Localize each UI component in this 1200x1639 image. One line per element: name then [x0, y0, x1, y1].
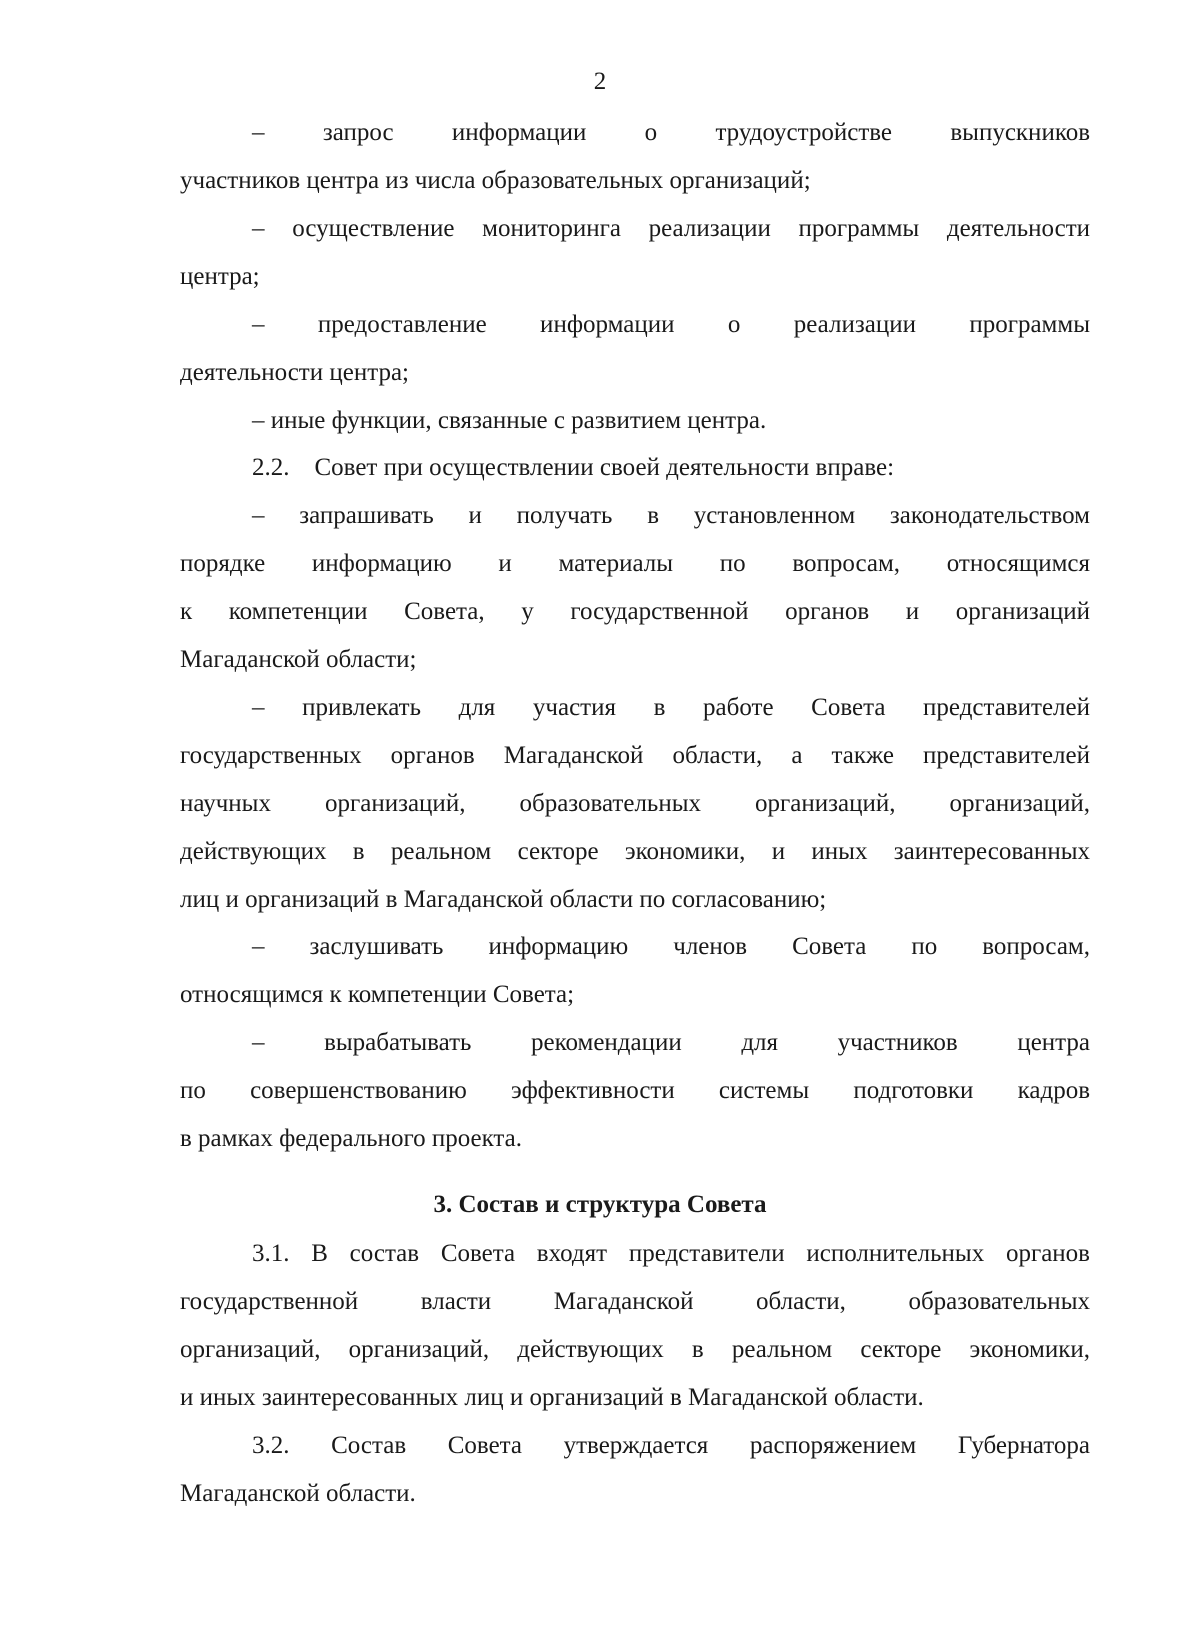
text-line: 3.1. В состав Совета входят представители исполнительных органов: [252, 1240, 1090, 1267]
text-line: Магаданской области.: [180, 1480, 416, 1507]
text-line: – иные функции, связанные с развитием центра.: [252, 407, 767, 434]
text-line: участников центра из числа образовательных организаций;: [180, 167, 811, 194]
text-line: – предоставление информации о реализации программы: [252, 311, 1090, 338]
text-line: – запрос информации о трудоустройстве выпускников: [252, 119, 1090, 146]
text-line: – запрашивать и получать в установленном законодательством: [252, 502, 1090, 529]
text-line: относящимся к компетенции Совета;: [180, 981, 575, 1008]
text-line: лиц и организаций в Магаданской области по согласованию;: [180, 886, 827, 913]
page-number: 2: [593, 68, 607, 95]
text-line: Магаданской области;: [180, 646, 417, 673]
text-line: государственных органов Магаданской области, а также представителей: [180, 742, 1090, 769]
text-line: – заслушивать информацию членов Совета по вопросам,: [252, 933, 1090, 960]
text-line: – привлекать для участия в работе Совета представителей: [252, 694, 1090, 721]
text-line: – осуществление мониторинга реализации программы деятельности: [252, 215, 1090, 242]
text-line: и иных заинтересованных лиц и организаций в Магаданской области.: [180, 1384, 924, 1411]
text-line: действующих в реальном секторе экономики, и иных заинтересованных: [180, 838, 1090, 865]
text-line: организаций, организаций, действующих в реальном секторе экономики,: [180, 1336, 1090, 1363]
text-line: 3.2. Состав Совета утверждается распоряжением Губернатора: [252, 1432, 1090, 1459]
text-line: по совершенствованию эффективности системы подготовки кадров: [180, 1077, 1090, 1104]
text-line: к компетенции Совета, у государственной органов и организаций: [180, 598, 1090, 625]
text-line: центра;: [180, 263, 260, 290]
section-heading: 3. Состав и структура Совета: [433, 1191, 767, 1218]
text-line: научных организаций, образовательных организаций, организаций,: [180, 790, 1090, 817]
text-line: государственной власти Магаданской области, образовательных: [180, 1288, 1090, 1315]
text-line: – вырабатывать рекомендации для участников центра: [252, 1029, 1090, 1056]
text-line: деятельности центра;: [180, 359, 409, 386]
text-line: 2.2. Совет при осуществлении своей деятельности вправе:: [252, 454, 895, 481]
text-line: в рамках федерального проекта.: [180, 1125, 522, 1152]
text-line: порядке информацию и материалы по вопросам, относящимся: [180, 550, 1090, 577]
